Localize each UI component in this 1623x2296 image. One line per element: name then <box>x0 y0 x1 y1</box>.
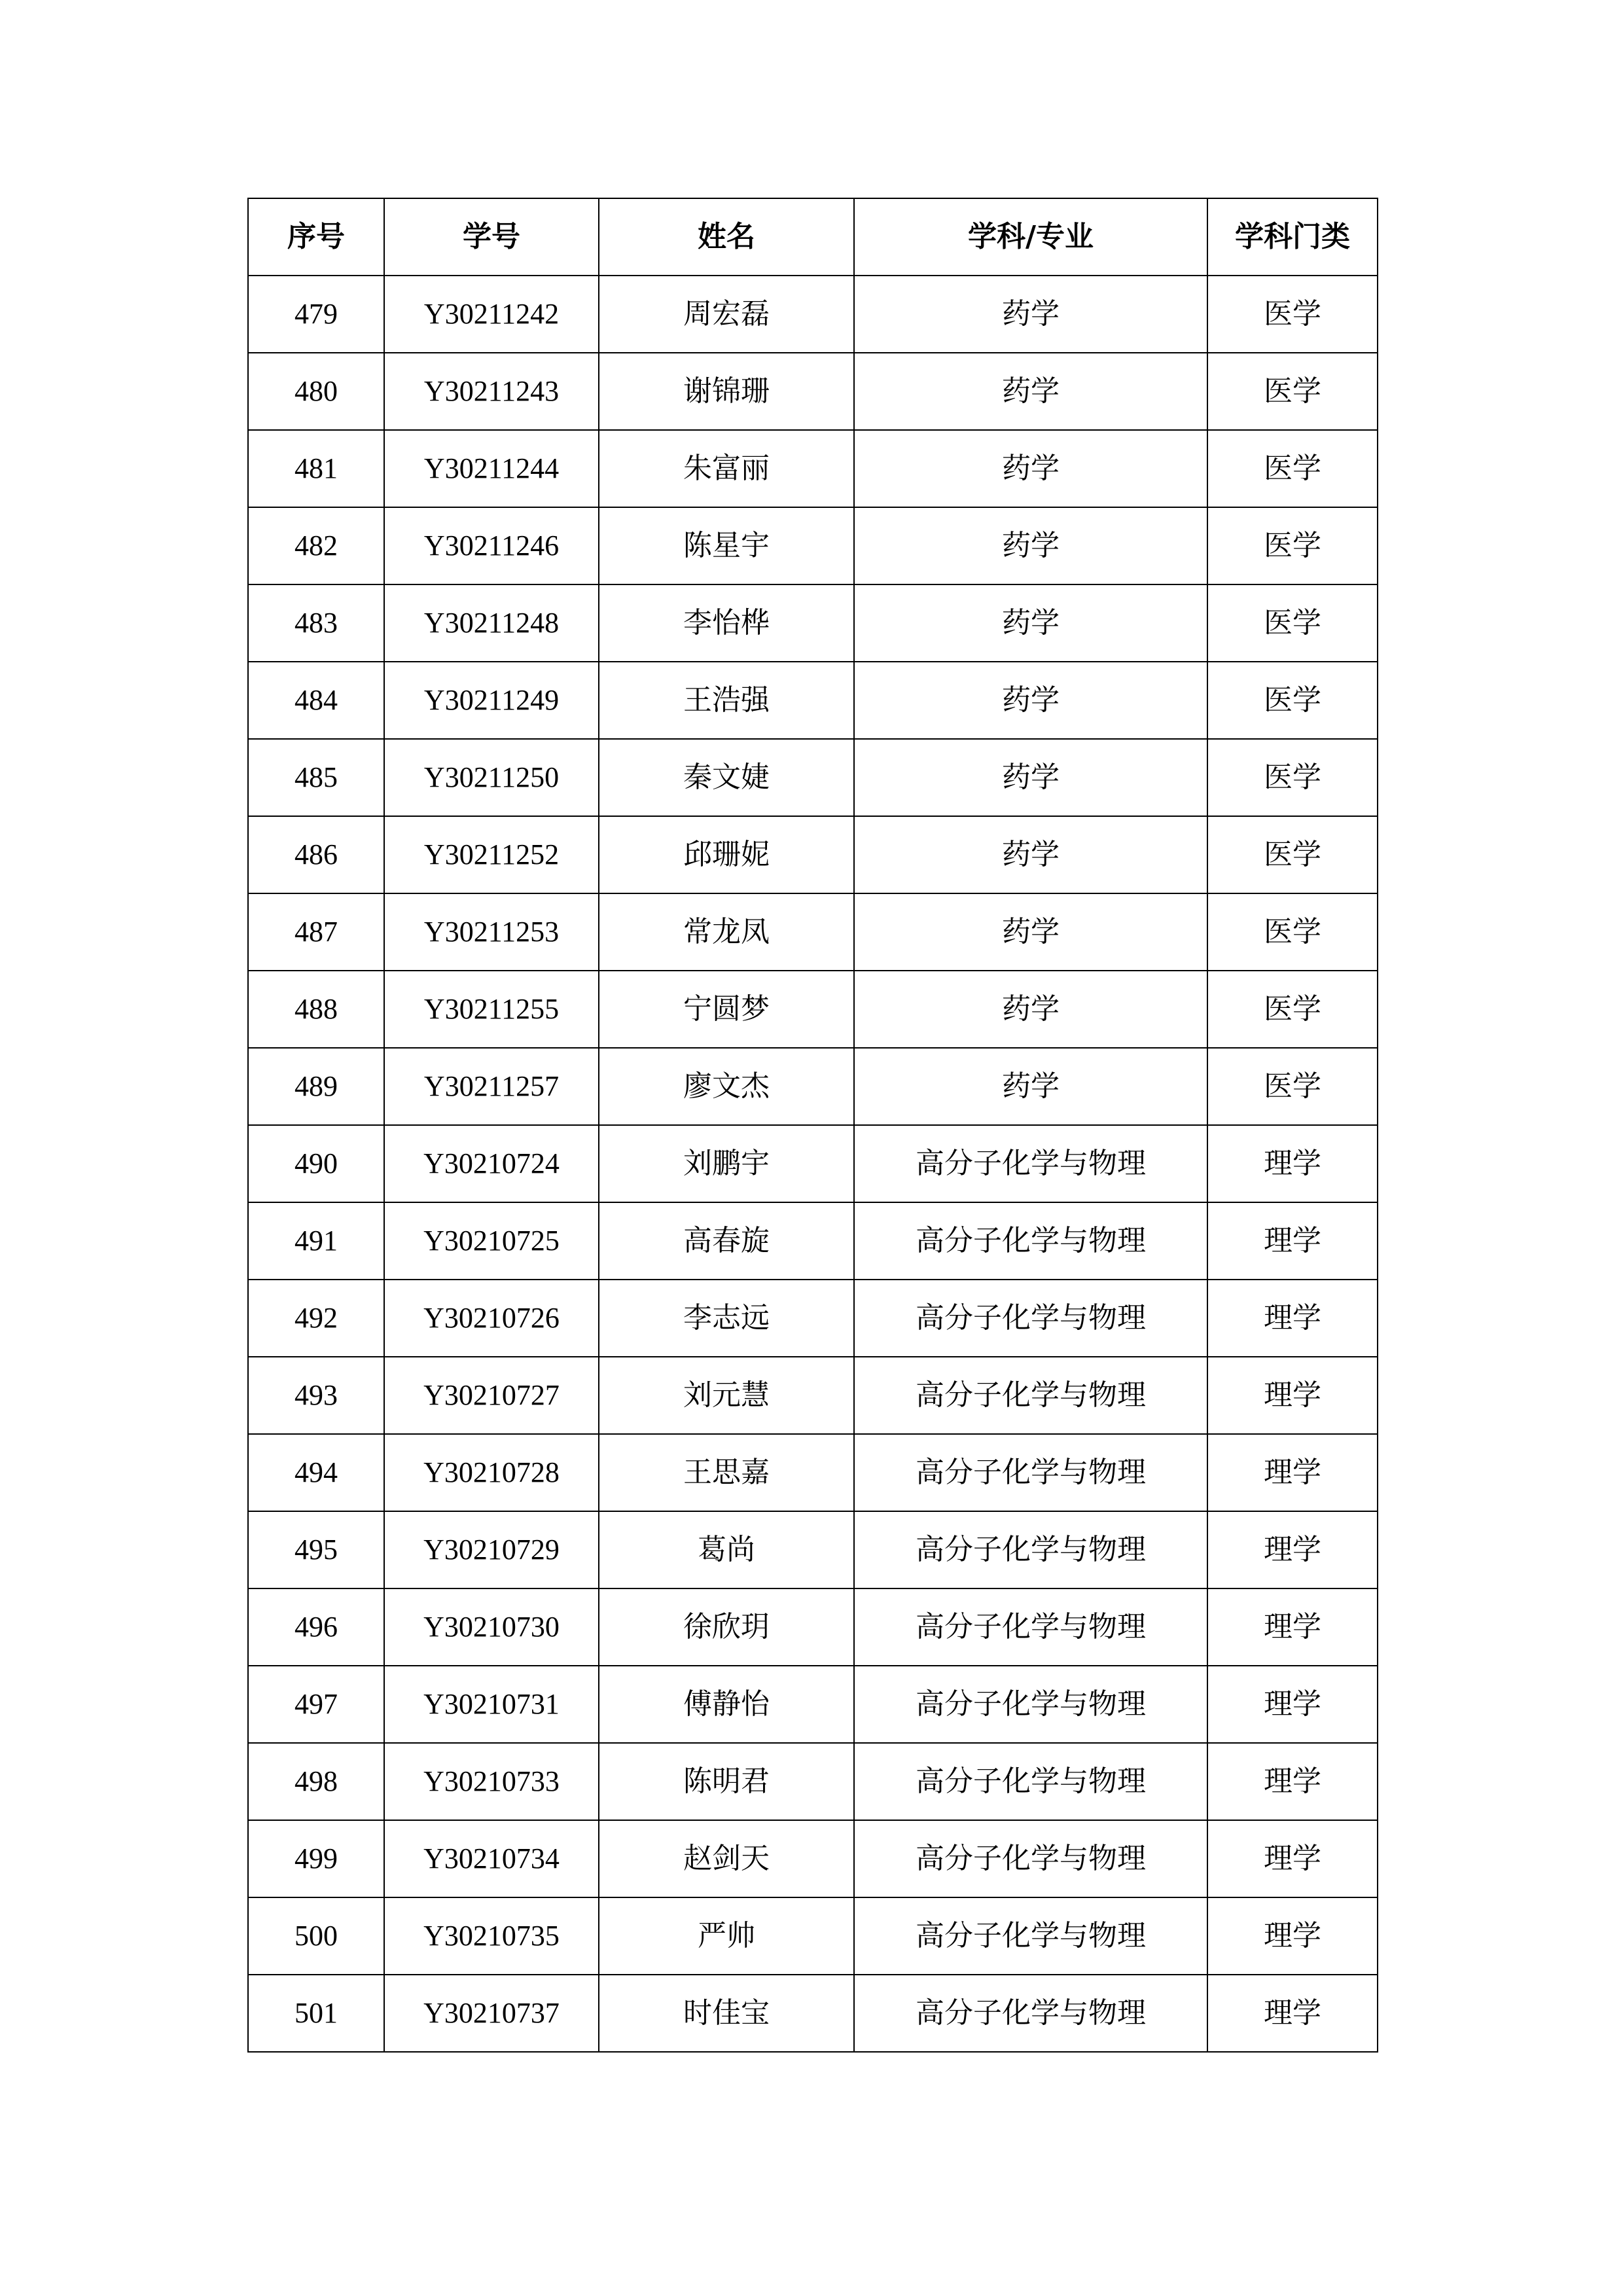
cell-name: 朱富丽 <box>599 430 854 507</box>
cell-major: 高分子化学与物理 <box>854 1511 1207 1588</box>
cell-student-id: Y30210735 <box>384 1897 599 1975</box>
cell-category: 医学 <box>1207 1048 1378 1125</box>
cell-index: 489 <box>248 1048 384 1125</box>
cell-index: 485 <box>248 739 384 816</box>
cell-student-id: Y30210730 <box>384 1588 599 1666</box>
table-row <box>248 430 1378 507</box>
cell-student-id: Y30211250 <box>384 739 599 816</box>
cell-name: 宁圆梦 <box>599 971 854 1048</box>
cell-name: 常龙凤 <box>599 893 854 971</box>
cell-student-id: Y30211244 <box>384 430 599 507</box>
table-row <box>248 1434 1378 1511</box>
cell-index: 479 <box>248 276 384 353</box>
cell-index: 481 <box>248 430 384 507</box>
cell-index: 491 <box>248 1202 384 1280</box>
cell-major: 药学 <box>854 1048 1207 1125</box>
cell-student-id: Y30211242 <box>384 276 599 353</box>
cell-name: 时佳宝 <box>599 1975 854 2052</box>
cell-category: 医学 <box>1207 507 1378 584</box>
cell-student-id: Y30210728 <box>384 1434 599 1511</box>
cell-index: 484 <box>248 662 384 739</box>
cell-index: 483 <box>248 584 384 662</box>
cell-major: 高分子化学与物理 <box>854 1975 1207 2052</box>
cell-category: 理学 <box>1207 1897 1378 1975</box>
table-row <box>248 276 1378 353</box>
cell-major: 高分子化学与物理 <box>854 1588 1207 1666</box>
header-name: 姓名 <box>599 198 854 276</box>
cell-category: 理学 <box>1207 1743 1378 1820</box>
table-header <box>248 198 1378 276</box>
cell-index: 496 <box>248 1588 384 1666</box>
cell-category: 理学 <box>1207 1434 1378 1511</box>
cell-index: 501 <box>248 1975 384 2052</box>
cell-index: 488 <box>248 971 384 1048</box>
cell-index: 500 <box>248 1897 384 1975</box>
table-row <box>248 353 1378 430</box>
cell-category: 医学 <box>1207 739 1378 816</box>
cell-category: 理学 <box>1207 1820 1378 1897</box>
cell-student-id: Y30210737 <box>384 1975 599 2052</box>
cell-major: 高分子化学与物理 <box>854 1434 1207 1511</box>
table-row <box>248 816 1378 893</box>
cell-category: 理学 <box>1207 1975 1378 2052</box>
cell-category: 理学 <box>1207 1588 1378 1666</box>
cell-student-id: Y30211253 <box>384 893 599 971</box>
cell-name: 王思嘉 <box>599 1434 854 1511</box>
cell-name: 刘元慧 <box>599 1357 854 1434</box>
cell-category: 医学 <box>1207 276 1378 353</box>
cell-student-id: Y30211252 <box>384 816 599 893</box>
cell-student-id: Y30210726 <box>384 1280 599 1357</box>
cell-name: 李志远 <box>599 1280 854 1357</box>
cell-index: 480 <box>248 353 384 430</box>
cell-name: 葛尚 <box>599 1511 854 1588</box>
cell-major: 高分子化学与物理 <box>854 1125 1207 1202</box>
table-row <box>248 1588 1378 1666</box>
cell-major: 高分子化学与物理 <box>854 1820 1207 1897</box>
cell-name: 傅静怡 <box>599 1666 854 1743</box>
cell-index: 492 <box>248 1280 384 1357</box>
cell-major: 药学 <box>854 662 1207 739</box>
cell-major: 药学 <box>854 430 1207 507</box>
cell-index: 497 <box>248 1666 384 1743</box>
cell-major: 药学 <box>854 816 1207 893</box>
header-index: 序号 <box>248 198 384 276</box>
cell-category: 医学 <box>1207 816 1378 893</box>
cell-category: 医学 <box>1207 584 1378 662</box>
cell-name: 周宏磊 <box>599 276 854 353</box>
table-row <box>248 1280 1378 1357</box>
table-row <box>248 893 1378 971</box>
table-row <box>248 1897 1378 1975</box>
cell-name: 秦文婕 <box>599 739 854 816</box>
cell-category: 医学 <box>1207 662 1378 739</box>
table-row <box>248 1357 1378 1434</box>
cell-student-id: Y30210727 <box>384 1357 599 1434</box>
cell-name: 李怡桦 <box>599 584 854 662</box>
table-body <box>248 276 1378 2052</box>
cell-category: 理学 <box>1207 1511 1378 1588</box>
cell-major: 高分子化学与物理 <box>854 1743 1207 1820</box>
cell-name: 廖文杰 <box>599 1048 854 1125</box>
cell-index: 498 <box>248 1743 384 1820</box>
cell-index: 486 <box>248 816 384 893</box>
table-row <box>248 739 1378 816</box>
cell-category: 医学 <box>1207 430 1378 507</box>
cell-student-id: Y30211246 <box>384 507 599 584</box>
cell-index: 482 <box>248 507 384 584</box>
table-row <box>248 1743 1378 1820</box>
cell-student-id: Y30210731 <box>384 1666 599 1743</box>
cell-name: 徐欣玥 <box>599 1588 854 1666</box>
cell-major: 药学 <box>854 739 1207 816</box>
cell-name: 谢锦珊 <box>599 353 854 430</box>
table-row <box>248 1975 1378 2052</box>
cell-major: 高分子化学与物理 <box>854 1897 1207 1975</box>
cell-name: 邱珊妮 <box>599 816 854 893</box>
cell-name: 赵剑天 <box>599 1820 854 1897</box>
cell-major: 药学 <box>854 893 1207 971</box>
header-row <box>248 198 1378 276</box>
cell-student-id: Y30211257 <box>384 1048 599 1125</box>
cell-major: 药学 <box>854 971 1207 1048</box>
cell-category: 医学 <box>1207 971 1378 1048</box>
cell-student-id: Y30211248 <box>384 584 599 662</box>
cell-student-id: Y30211249 <box>384 662 599 739</box>
table-row <box>248 584 1378 662</box>
student-roster-table <box>247 198 1378 2053</box>
cell-student-id: Y30210725 <box>384 1202 599 1280</box>
header-student-id: 学号 <box>384 198 599 276</box>
cell-student-id: Y30210724 <box>384 1125 599 1202</box>
cell-name: 王浩强 <box>599 662 854 739</box>
cell-major: 药学 <box>854 353 1207 430</box>
table-row <box>248 1820 1378 1897</box>
cell-student-id: Y30210733 <box>384 1743 599 1820</box>
cell-student-id: Y30210734 <box>384 1820 599 1897</box>
table-row <box>248 1511 1378 1588</box>
cell-category: 医学 <box>1207 893 1378 971</box>
cell-index: 493 <box>248 1357 384 1434</box>
header-category: 学科门类 <box>1207 198 1378 276</box>
header-major: 学科/专业 <box>854 198 1207 276</box>
cell-category: 理学 <box>1207 1357 1378 1434</box>
cell-category: 理学 <box>1207 1666 1378 1743</box>
cell-major: 高分子化学与物理 <box>854 1202 1207 1280</box>
cell-name: 陈明君 <box>599 1743 854 1820</box>
cell-name: 刘鹏宇 <box>599 1125 854 1202</box>
cell-major: 高分子化学与物理 <box>854 1666 1207 1743</box>
cell-index: 490 <box>248 1125 384 1202</box>
table-row <box>248 507 1378 584</box>
cell-name: 严帅 <box>599 1897 854 1975</box>
cell-name: 高春旋 <box>599 1202 854 1280</box>
table-row <box>248 1125 1378 1202</box>
cell-student-id: Y30210729 <box>384 1511 599 1588</box>
cell-index: 487 <box>248 893 384 971</box>
cell-category: 理学 <box>1207 1280 1378 1357</box>
table-row <box>248 971 1378 1048</box>
cell-name: 陈星宇 <box>599 507 854 584</box>
cell-major: 药学 <box>854 584 1207 662</box>
cell-index: 495 <box>248 1511 384 1588</box>
cell-student-id: Y30211255 <box>384 971 599 1048</box>
table-row <box>248 1202 1378 1280</box>
cell-category: 医学 <box>1207 353 1378 430</box>
cell-major: 高分子化学与物理 <box>854 1280 1207 1357</box>
table-row <box>248 662 1378 739</box>
table-row <box>248 1666 1378 1743</box>
cell-index: 494 <box>248 1434 384 1511</box>
table-row <box>248 1048 1378 1125</box>
cell-category: 理学 <box>1207 1202 1378 1280</box>
cell-index: 499 <box>248 1820 384 1897</box>
cell-student-id: Y30211243 <box>384 353 599 430</box>
cell-category: 理学 <box>1207 1125 1378 1202</box>
cell-major: 药学 <box>854 276 1207 353</box>
cell-major: 药学 <box>854 507 1207 584</box>
cell-major: 高分子化学与物理 <box>854 1357 1207 1434</box>
